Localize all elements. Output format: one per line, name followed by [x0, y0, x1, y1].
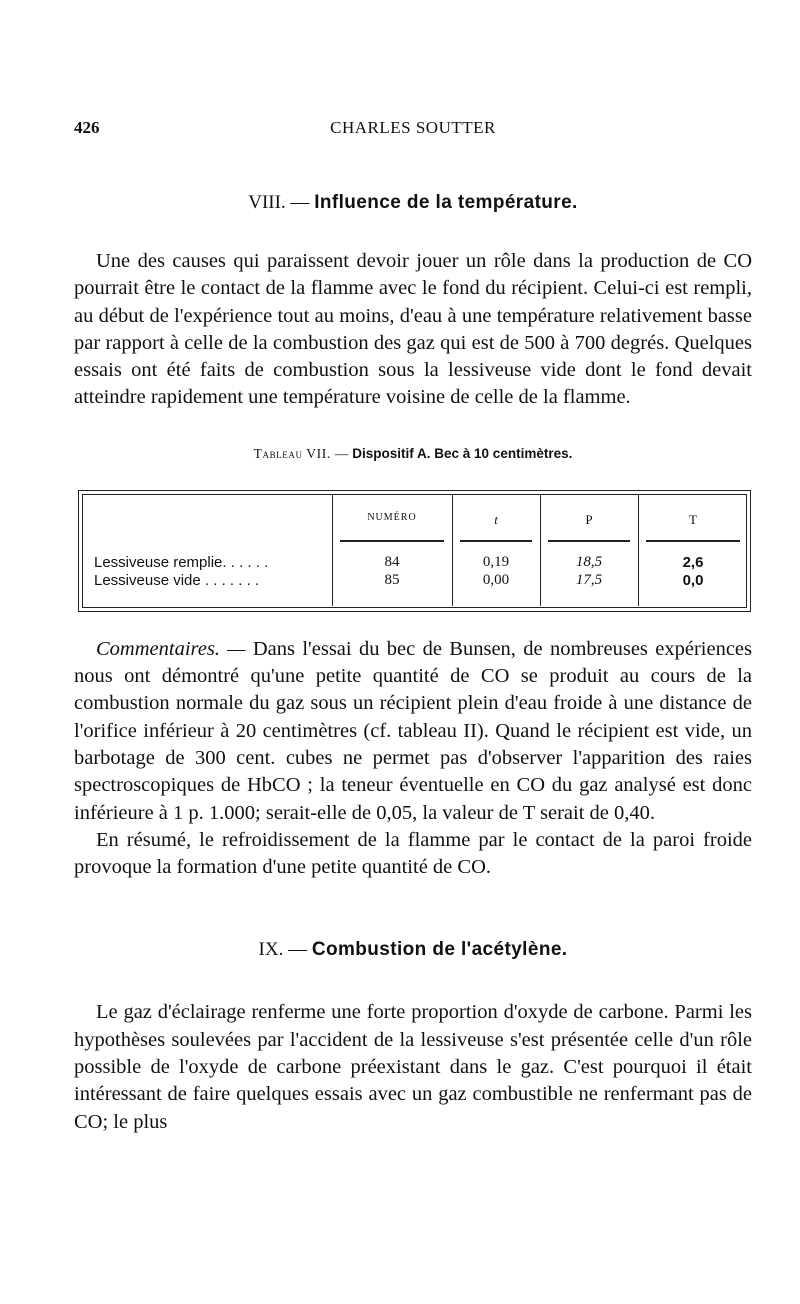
paragraph-commentaires: [74, 636, 752, 827]
page-header: [74, 118, 752, 148]
row-label: Lessiveuse remplie. . . . . .: [94, 553, 269, 571]
column-header-T: T: [689, 511, 697, 527]
commentaires-lead: Commentaires. —: [96, 637, 246, 660]
table-divider: [638, 494, 639, 606]
column-header-t: t: [494, 511, 498, 527]
cell-numero: 84: [384, 553, 400, 570]
cell-t: 0,19: [482, 553, 510, 570]
cell-p: 18,5: [575, 553, 603, 570]
paragraph-intro: Une des causes qui paraissent devoir jouer un rôle dans la production de CO pourrait être le contact de la flamme avec le fond du récipient. Celui-ci est rempli, au début de l'expérience tout au moins, d'eau à une température relativement basse par rapport à celle de la combustion des gaz qui est de 500 à 700 degrés. Quelques essais ont été faits de combustion sous la lessiveuse vide dont le fond devait atteindre rapidement une température voisine de celle de la flamme.: [74, 250, 752, 409]
header-rule: [548, 540, 630, 542]
header-rule: [460, 540, 532, 542]
table-divider: [332, 494, 333, 606]
section-title: Influence de la température.: [314, 192, 578, 213]
cell-p: 17,5: [575, 571, 603, 588]
page-number: 426: [74, 118, 100, 137]
row-label: Lessiveuse vide . . . . . . .: [94, 571, 260, 589]
section-title: Combustion de l'acétylène.: [311, 939, 568, 961]
section-heading-viii: [74, 192, 752, 214]
running-title: CHARLES SOUTTER: [330, 118, 496, 137]
header-rule: [340, 540, 444, 542]
header-rule: [646, 540, 740, 542]
table-caption-title: Dispositif A. Bec à 10 centimètres.: [352, 445, 573, 461]
column-header-numero: NUMÉRO: [367, 511, 417, 523]
page: [74, 118, 752, 1136]
column-header-p: P: [585, 511, 593, 527]
paragraph-acetylene: Le gaz d'éclairage renferme une forte proportion d'oxyde de carbone. Parmi les hypothèses soulevées par l'accident de la lessiveuse s'est présentée celle d'un rôle possible de l'oxyde de carbone préexistant dans le gaz. C'est pourquoi il était intéressant de faire quelques essais avec un gaz combustible ne renfermant pas de CO; le plus: [74, 1001, 752, 1133]
paragraph-resume: En résumé, le refroidissement de la flamme par le contact de la paroi froide provoque la formation d'une petite quantité de CO.: [74, 828, 752, 879]
table-caption-label: Tableau VII. —: [253, 445, 349, 461]
commentaires-text: Dans l'essai du bec de Bunsen, de nombreuses expériences nous ont démontré qu'une petite quantité de CO se produit au cours de la combustion normale du gaz sous un récipient plein d'eau froide à une distance de l'orifice inférieur à 20 centimètres (cf. tableau II). Quand le récipient est vide, un barbotage de 300 cent. cubes ne permet pas d'observer l'apparition des raies spectroscopiques de HbCO ; la teneur éventuelle en CO du gaz analysé est donc inférieure à 1 p. 1.000; serait-elle de 0,05, la valeur de T serait de 0,40.: [74, 637, 753, 824]
table-divider: [540, 494, 541, 606]
table-divider: [452, 494, 453, 606]
section-number: IX. —: [258, 939, 308, 961]
cell-numero: 85: [384, 571, 400, 588]
cell-T: 2,6: [682, 553, 704, 571]
cell-t: 0,00: [482, 571, 510, 588]
cell-T: 0,0: [682, 571, 704, 589]
data-table: [78, 480, 751, 620]
section-heading-ix: [74, 939, 752, 961]
table-caption: [74, 446, 752, 462]
section-number: VIII. —: [248, 192, 310, 213]
